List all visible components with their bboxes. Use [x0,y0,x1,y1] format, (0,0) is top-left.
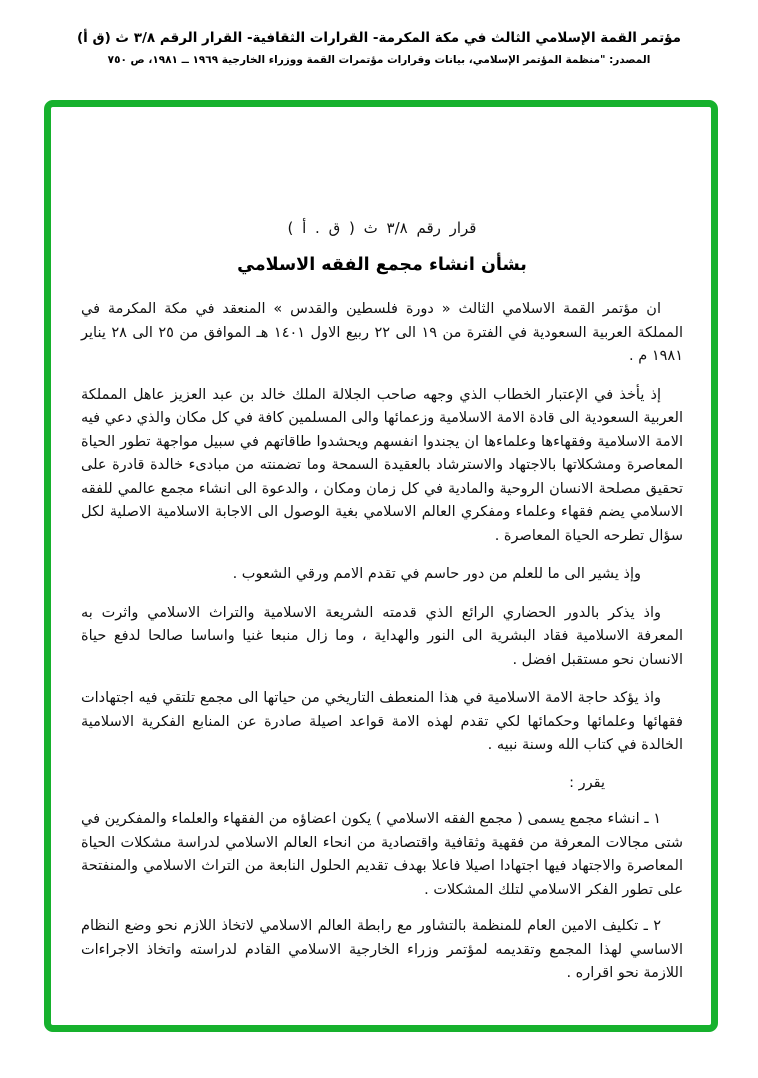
paragraph-ummah-need: واذ يؤكد حاجة الامة الاسلامية في هذا المنعطف التاريخي من حياتها الى مجمع تلتقي فيه اجتهادات فقهائها وعلمائها وحكمائها لكي تقدم لهذه الامة قواعد اصيلة صادرة عن المنابع الفكرية الاسلامية الخالدة في كتاب الله وسنة نبيه . [81,690,683,753]
decree-number-line: قرار رقم ٣/٨ ث ( ق . أ ) [287,219,477,237]
source-citation-line: المصدر: "منظمة المؤتمر الإسلامي، بيانات وقرارات مؤتمرات القمة ووزراء الخارجية ١٩٦٩ ــ ١٩٨١، ص ٧٥٠ [107,53,651,66]
resolution-item-2: ٢ ـ تكليف الامين العام للمنظمة بالتشاور مع رابطة العالم الاسلامي لاتخاذ اللازم نحو وضع النظام الاساسي لهذا المجمع وتقديمه لمؤتمر وزراء الخارجية الاسلامي القادم لدراسته واتخاذ الاجراءات اللازمة نحو اقراره . [81,918,683,981]
paragraph-king-address: إذ يأخذ في الإعتبار الخطاب الذي وجهه صاحب الجلالة الملك خالد بن عبد العزيز عاهل المملكة العربية السعودية الى قادة الامة الاسلامية وزعمائها والى المسلمين كافة في كل مكان والذي دعي فيه الامة الاسلامية وفقهاءها وعلماءها ان يجندوا انفسهم ويحشدوا طاقاتهم في سبيل مواجهة تطور الحياة المعاصرة ومشكلاتها بالاجتهاد والاسترشاد بالعقيدة السمحة وما تضمنته من مبادىء خالدة قادرة على تحقيق مصلحة الانسان الروحية والمادية في كل زمان ومكان ، والدعوة الى انشاء مجمع عالمي للفقه الاسلامي يضم فقهاء وعلماء ومفكري العالم الاسلامي بغية الوصول الى الاجابة الاسلامية الاصلية لكل سؤال تطرحه الحياة المعاصرة . [81,386,683,544]
conference-title-line: مؤتمر القمة الإسلامي الثالث في مكة المكرمة- القرارات الثقافية- القرار الرقم ٣/٨ ث (ق أ) [77,30,681,46]
green-document-frame [44,100,718,1032]
document-body [51,107,711,986]
resolution-label: يقرر : [569,774,605,791]
paragraph-civilizational-role: واذ يذكر بالدور الحضاري الرائع الذي قدمته الشريعة الاسلامية والتراث الاسلامي واثرت به المعرفة الاسلامية فقاد البشرية الى النور والهداية ، وما زال منبعا غنيا واساسا صالحا لدفع حياة الانسان نحو مستقبل افضل . [81,604,683,668]
resolution-item-1: ١ ـ انشاء مجمع يسمى ( مجمع الفقه الاسلامي ) يكون اعضاؤه من الفقهاء والعلماء والمفكرين في شتى مجالات المعرفة من فقهية وثقافية واقتصادية من انحاء العالم الاسلامي لدراسة مشكلات الحياة المعاصرة والاجتهاد فيها اجتهادا اصيلا فاعلا بهدف تقديم الحلول النابعة من التراث الاسلامي والمنفتحة على تطور الفكر الاسلامي لتلك المشكلات . [81,811,683,898]
decree-title: بشأن انشاء مجمع الفقه الاسلامي [237,254,527,275]
paragraph-science-role: وإذ يشير الى ما للعلم من دور حاسم في تقدم الامم ورقي الشعوب . [232,566,641,582]
document-header [0,28,758,66]
paragraph-preamble: ان مؤتمر القمة الاسلامي الثالث « دورة فلسطين والقدس » المنعقد في مكة المكرمة في المملكة العربية السعودية في الفترة من ١٩ الى ٢٢ ربيع الاول ١٤٠١ هـ الموافق من ٢٥ الى ٢٨ يناير ١٩٨١ م . [81,301,683,364]
